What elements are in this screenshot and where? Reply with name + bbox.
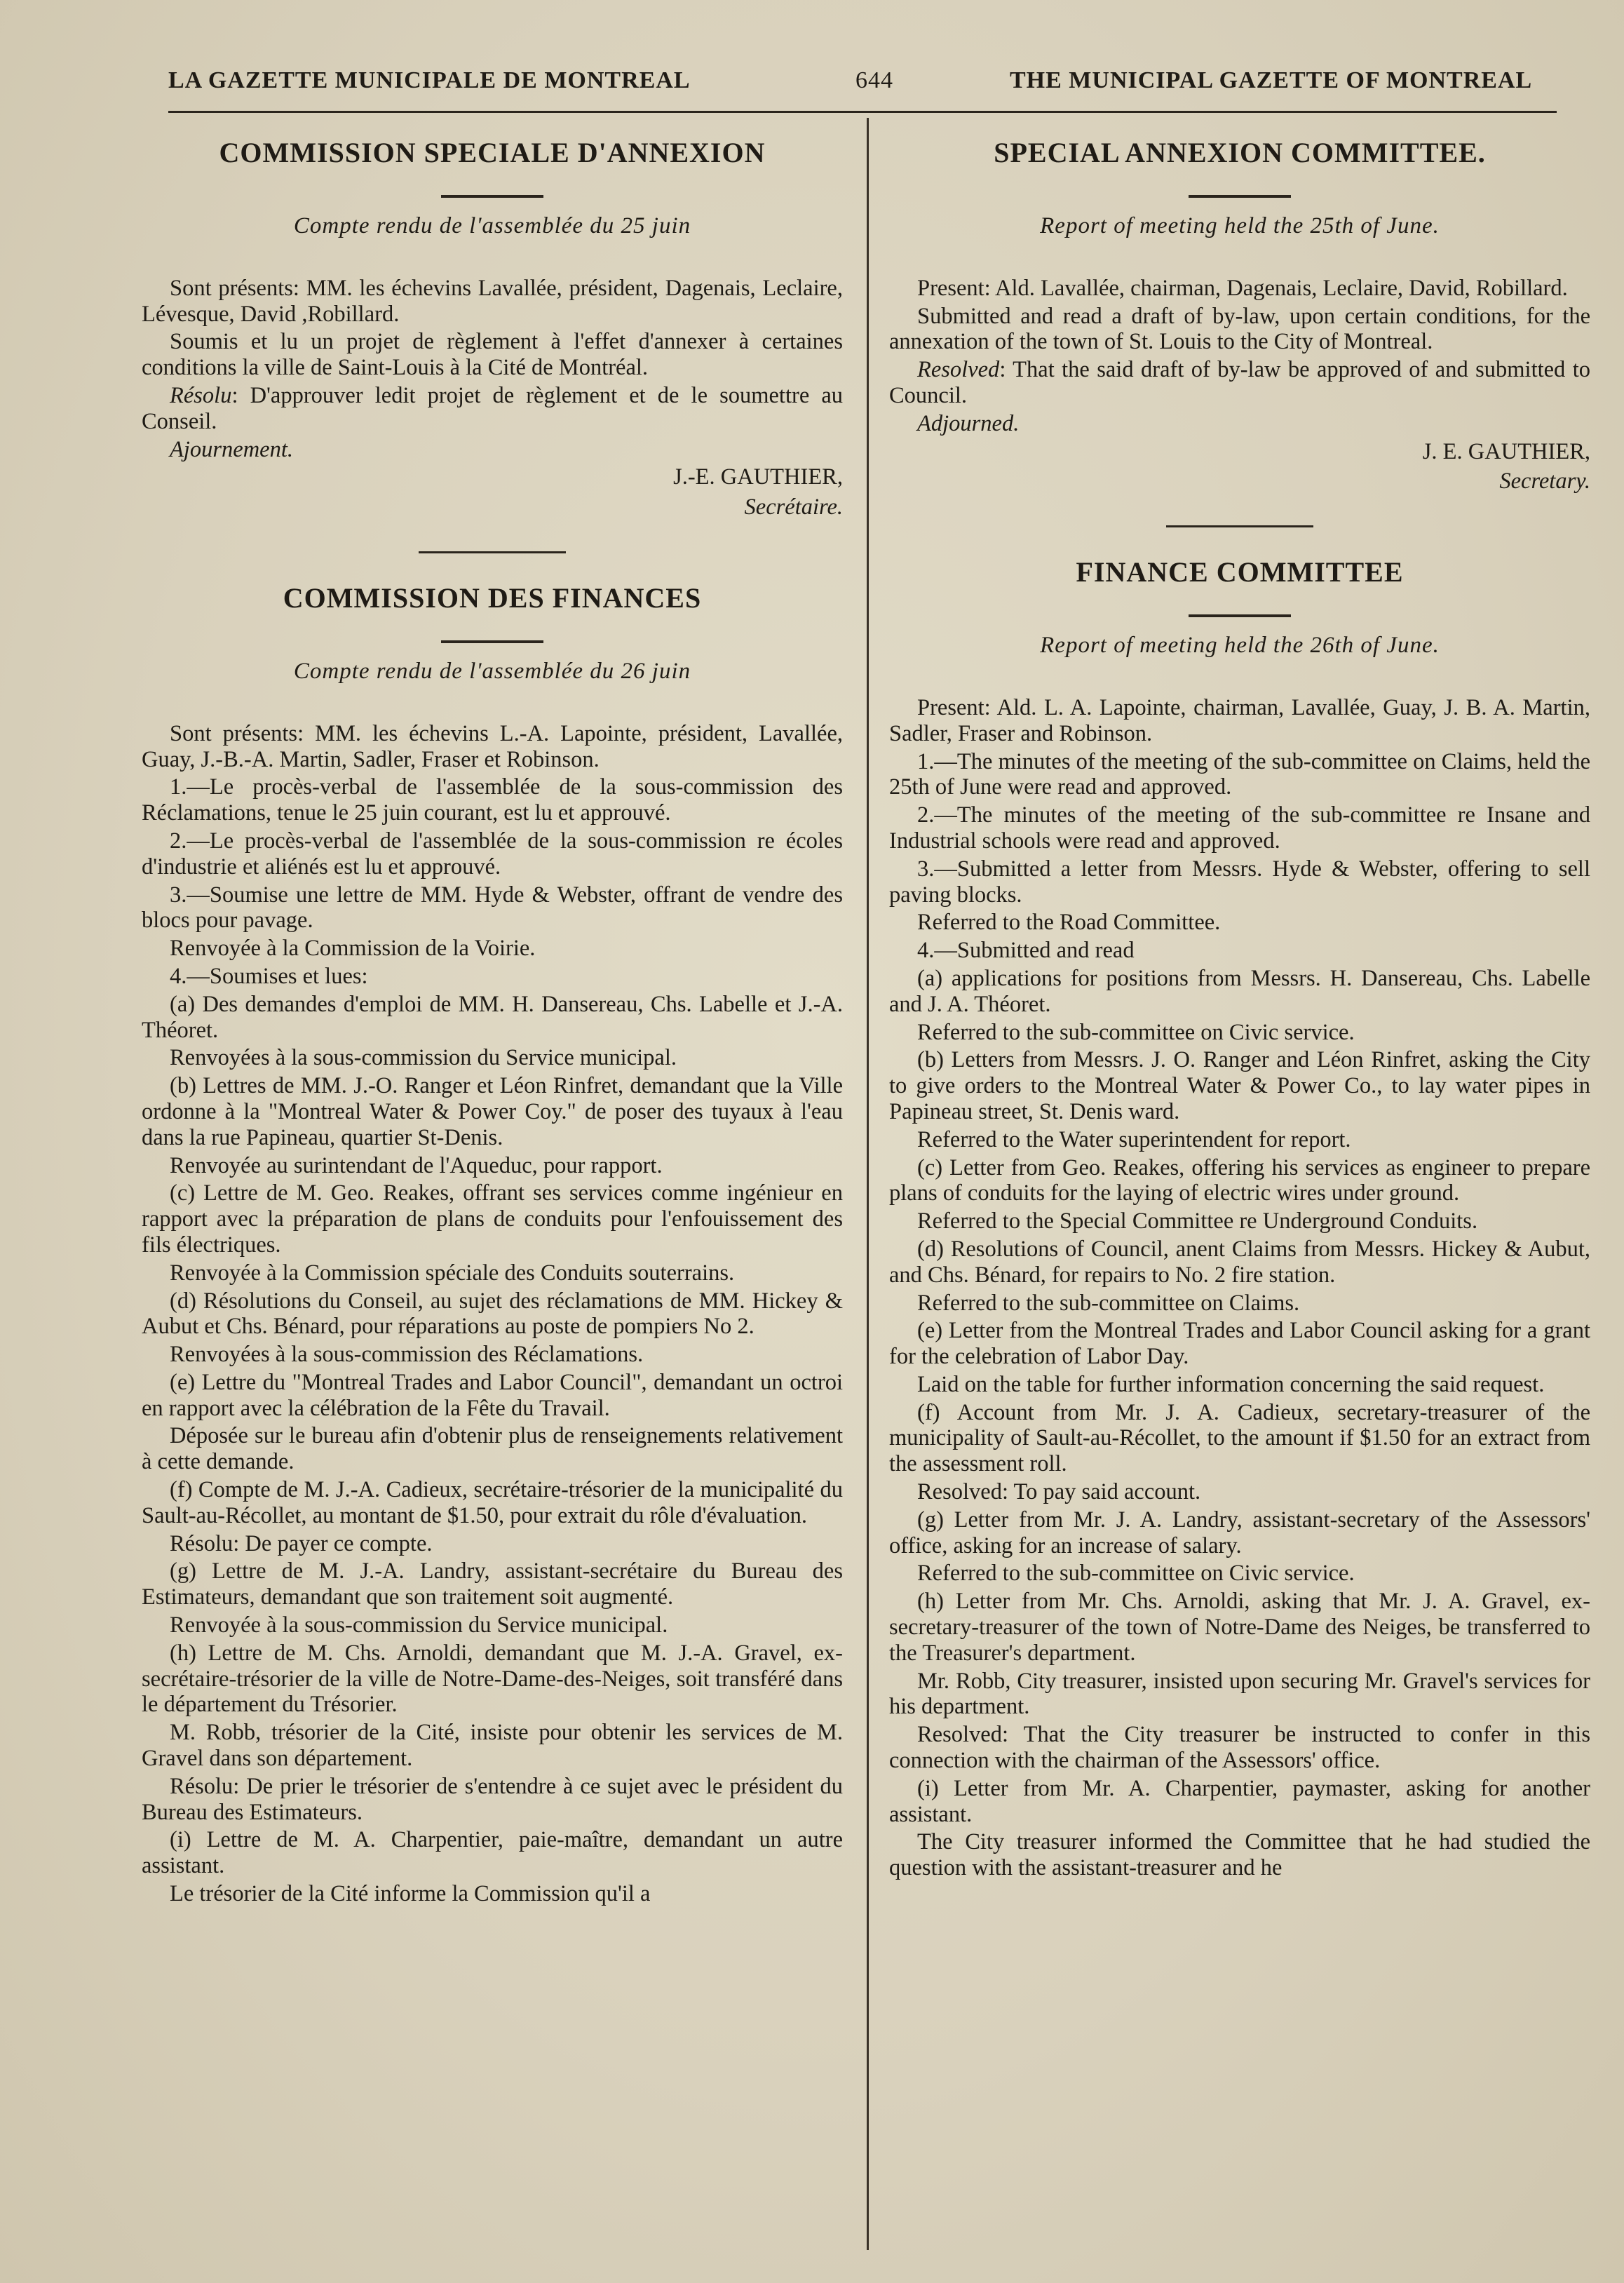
paragraph: Soumis et lu un projet de règlement à l'effet d'annexer à certaines conditions la ville de Saint-Louis à la Cité de Montréal.	[142, 329, 843, 381]
paragraph: Referred to the sub-committee on Civic service.	[917, 1019, 1355, 1045]
section-separator	[419, 551, 566, 553]
english-column	[889, 119, 1590, 1883]
resolution-text: : That the said draft of by-law be approved of and submitted to Council.	[889, 357, 1590, 408]
paragraph: Referred to the Water superintendent for report.	[917, 1126, 1351, 1152]
paragraph: Sont présents: MM. les échevins Lavallée, président, Dagenais, Leclaire, Lévesque, David ,Robillard.	[142, 275, 843, 327]
finances-section-fr	[142, 581, 843, 1907]
title-rule	[441, 195, 543, 198]
french-column	[142, 119, 843, 1909]
paragraph-list	[889, 695, 1590, 1881]
paragraph: 1.—Le procès-verbal de l'assemblée de la sous-commission des Réclamations, tenue le 25 juin courant, est lu et approuvé.	[142, 774, 843, 826]
signature-title: Secretary.	[1499, 469, 1590, 494]
paragraph: (d) Résolutions du Conseil, au sujet des réclamations de MM. Hickey & Aubut et Chs. Bénard, pour réparations au poste de pompiers No 2.	[142, 1288, 843, 1340]
paragraph: (h) Letter from Mr. Chs. Arnoldi, asking that Mr. J. A. Gravel, ex-secretary-treasurer of the town of Notre-Dame des Neiges, be transferred to the Treasurer's department.	[889, 1589, 1590, 1666]
paragraph: (h) Lettre de M. Chs. Arnoldi, demandant que M. J.-A. Gravel, ex-secrétaire-trésorier de la ville de Notre-Dame-des-Neiges, soit transféré dans le département du Trésorier.	[142, 1640, 843, 1718]
paragraph: Renvoyées à la sous-commission du Service municipal.	[170, 1045, 677, 1071]
section-title: FINANCE COMMITTEE	[1076, 556, 1404, 588]
resolution-label: Resolved	[917, 357, 1000, 383]
section-title: COMMISSION DES FINANCES	[283, 581, 702, 614]
paragraph: Déposée sur le bureau afin d'obtenir plus de renseignements relativement à cette demande.	[142, 1423, 843, 1475]
title-rule	[441, 640, 543, 643]
running-head-english-title: THE MUNICIPAL GAZETTE OF MONTREAL	[1010, 67, 1533, 93]
paragraph: Resolved: To pay said account.	[917, 1479, 1201, 1505]
paragraph: (i) Lettre de M. A. Charpentier, paie-maître, demandant un autre assistant.	[142, 1827, 843, 1879]
paragraph: Resolved: That the City treasurer be instructed to confer in this connection with the chairman of the Assessors' office.	[889, 1722, 1590, 1774]
page-number: 644	[855, 67, 893, 93]
paragraph: Submitted and read a draft of by-law, upon certain conditions, for the annexation of the town of St. Louis to the City of Montreal.	[889, 303, 1590, 355]
paragraph: (d) Resolutions of Council, anent Claims from Messrs. Hickey & Aubut, and Chs. Bénard, for repairs to No. 2 fire station.	[889, 1236, 1590, 1288]
paragraph: 2.—The minutes of the meeting of the sub-committee re Insane and Industrial schools were read and approved.	[889, 802, 1590, 854]
paragraph: Renvoyée à la Commission spéciale des Conduits souterrains.	[170, 1260, 735, 1286]
paragraph: (a) Des demandes d'emploi de MM. H. Dansereau, Chs. Labelle et J.-A. Théoret.	[142, 991, 843, 1043]
paragraph: (i) Letter from Mr. A. Charpentier, paymaster, asking for another assistant.	[889, 1775, 1590, 1827]
section-separator	[1166, 525, 1313, 527]
adjournment: Adjourned.	[917, 410, 1020, 436]
paragraph: 4.—Soumises et lues:	[170, 963, 368, 989]
paragraph: Résolu: De prier le trésorier de s'entendre à ce sujet avec le président du Bureau des Estimateurs.	[142, 1773, 843, 1825]
paragraph: (c) Lettre de M. Geo. Reakes, offrant ses services comme ingénieur en rapport avec la préparation de plans de conduits pour l'enfouissement des fils électriques.	[142, 1180, 843, 1258]
title-rule	[1189, 614, 1291, 617]
paragraph: 3.—Submitted a letter from Messrs. Hyde & Webster, offering to sell paving blocks.	[889, 856, 1590, 908]
signature: J. E. GAUTHIER,	[1422, 438, 1590, 464]
paragraph: Referred to the sub-committee on Civic service.	[917, 1561, 1355, 1587]
section-subtitle: Report of meeting held the 25th of June.	[1040, 213, 1440, 238]
paragraph: Present: Ald. L. A. Lapointe, chairman, Lavallée, Guay, J. B. A. Martin, Sadler, Fraser and Robinson.	[889, 694, 1590, 746]
resolution-label: Résolu	[170, 382, 232, 408]
paragraph-list	[142, 721, 843, 1907]
paragraph: Referred to the Special Committee re Underground Conduits.	[917, 1208, 1478, 1234]
paragraph	[142, 437, 843, 463]
section-subtitle: Compte rendu de l'assemblée du 25 juin	[293, 213, 691, 238]
section-title: SPECIAL ANNEXION COMMITTEE.	[994, 137, 1486, 168]
section-subtitle: Report of meeting held the 26th of June.	[1040, 633, 1440, 659]
paragraph: 4.—Submitted and read	[917, 938, 1135, 964]
paragraph: (e) Letter from the Montreal Trades and Labor Council asking for a grant for the celebration of Labor Day.	[889, 1318, 1590, 1370]
paragraph: Mr. Robb, City treasurer, insisted upon securing Mr. Gravel's services for his department.	[889, 1668, 1590, 1720]
paragraph: Referred to the Road Committee.	[917, 910, 1221, 936]
paragraph: (g) Letter from Mr. J. A. Landry, assistant-secretary of the Assessors' office, asking for an increase of salary.	[889, 1507, 1590, 1558]
paragraph: Present: Ald. Lavallée, chairman, Dagenais, Leclaire, David, Robillard.	[917, 275, 1568, 301]
annexion-section-fr	[142, 136, 843, 520]
paragraph	[889, 411, 1590, 437]
section-subtitle: Compte rendu de l'assemblée du 26 juin	[293, 658, 691, 684]
paragraph: Renvoyées à la sous-commission des Réclamations.	[170, 1342, 644, 1368]
title-rule	[1189, 195, 1291, 198]
paragraph: (e) Lettre du "Montreal Trades and Labor Council", demandant un octroi en rapport avec la célébration de la Fête du Travail.	[142, 1369, 843, 1421]
paragraph: 3.—Soumise une lettre de MM. Hyde & Webster, offrant de vendre des blocs pour pavage.	[142, 882, 843, 934]
running-head	[168, 67, 1554, 109]
paragraph: Renvoyée à la Commission de la Voirie.	[170, 936, 536, 962]
section-title: COMMISSION SPECIALE D'ANNEXION	[219, 137, 766, 168]
running-head-french-title: LA GAZETTE MUNICIPALE DE MONTREAL	[168, 67, 691, 93]
annexion-section-en	[889, 136, 1590, 494]
paragraph: (c) Letter from Geo. Reakes, offering his services as engineer to prepare plans of conduits for the laying of electric wires under ground.	[889, 1154, 1590, 1206]
paragraph: Sont présents: MM. les échevins L.-A. Lapointe, président, Lavallée, Guay, J.-B.-A. Martin, Sadler, Fraser et Robinson.	[142, 720, 843, 772]
paragraph: (f) Compte de M. J.-A. Cadieux, secrétaire-trésorier de la municipalité du Sault-au-Récollet, au montant de $1.50, pour extrait du rôle d'évaluation.	[142, 1477, 843, 1528]
finance-section-en	[889, 555, 1590, 1881]
column-divider	[867, 118, 869, 2250]
paragraph: (f) Account from Mr. J. A. Cadieux, secretary-treasurer of the municipality of Sault-au-Récollet, to the amount if $1.50 for an extract from the assessment roll.	[889, 1399, 1590, 1477]
paragraph: (b) Letters from Messrs. J. O. Ranger and Léon Rinfret, asking the City to give orders to the Montreal Water & Power Co., to lay water pipes in Papineau street, St. Denis ward.	[889, 1047, 1590, 1124]
paragraph: 2.—Le procès-verbal de l'assemblée de la sous-commission re écoles d'industrie et aliénés est lu et approuvé.	[142, 828, 843, 880]
paragraph: Résolu: De payer ce compte.	[170, 1530, 433, 1556]
paragraph: 1.—The minutes of the meeting of the sub-committee on Claims, held the 25th of June were read and approved.	[889, 748, 1590, 800]
paragraph: (b) Lettres de MM. J.-O. Ranger et Léon Rinfret, demandant que la Ville ordonne à la "Montreal Water & Power Coy." de poser des tuyaux à l'eau dans la rue Papineau, quartier St-Denis.	[142, 1073, 843, 1150]
paragraph: M. Robb, trésorier de la Cité, insiste pour obtenir les services de M. Gravel dans son département.	[142, 1720, 843, 1772]
signature-title: Secrétaire.	[744, 494, 843, 520]
signature: J.-E. GAUTHIER,	[673, 464, 843, 490]
paragraph: (g) Lettre de M. J.-A. Landry, assistant-secrétaire du Bureau des Estimateurs, demandant que son traitement soit augmenté.	[142, 1558, 843, 1610]
paragraph: Renvoyée à la sous-commission du Service municipal.	[170, 1612, 668, 1638]
paragraph	[142, 383, 843, 435]
paragraph: The City treasurer informed the Committee that he had studied the question with the assistant-treasurer and he	[889, 1829, 1590, 1881]
paragraph: Laid on the table for further information concerning the said request.	[917, 1371, 1545, 1397]
adjournment: Ajournement.	[170, 436, 294, 462]
header-rule	[168, 111, 1557, 113]
paragraph: Referred to the sub-committee on Claims.	[917, 1290, 1300, 1316]
paragraph: Le trésorier de la Cité informe la Commission qu'il a	[170, 1881, 651, 1907]
paragraph: Renvoyée au surintendant de l'Aqueduc, pour rapport.	[170, 1152, 663, 1178]
resolution-text: : D'approuver ledit projet de règlement et de le soumettre au Conseil.	[142, 382, 843, 434]
paragraph	[889, 357, 1590, 409]
paragraph: (a) applications for positions from Messrs. H. Dansereau, Chs. Labelle and J. A. Théoret.	[889, 965, 1590, 1017]
